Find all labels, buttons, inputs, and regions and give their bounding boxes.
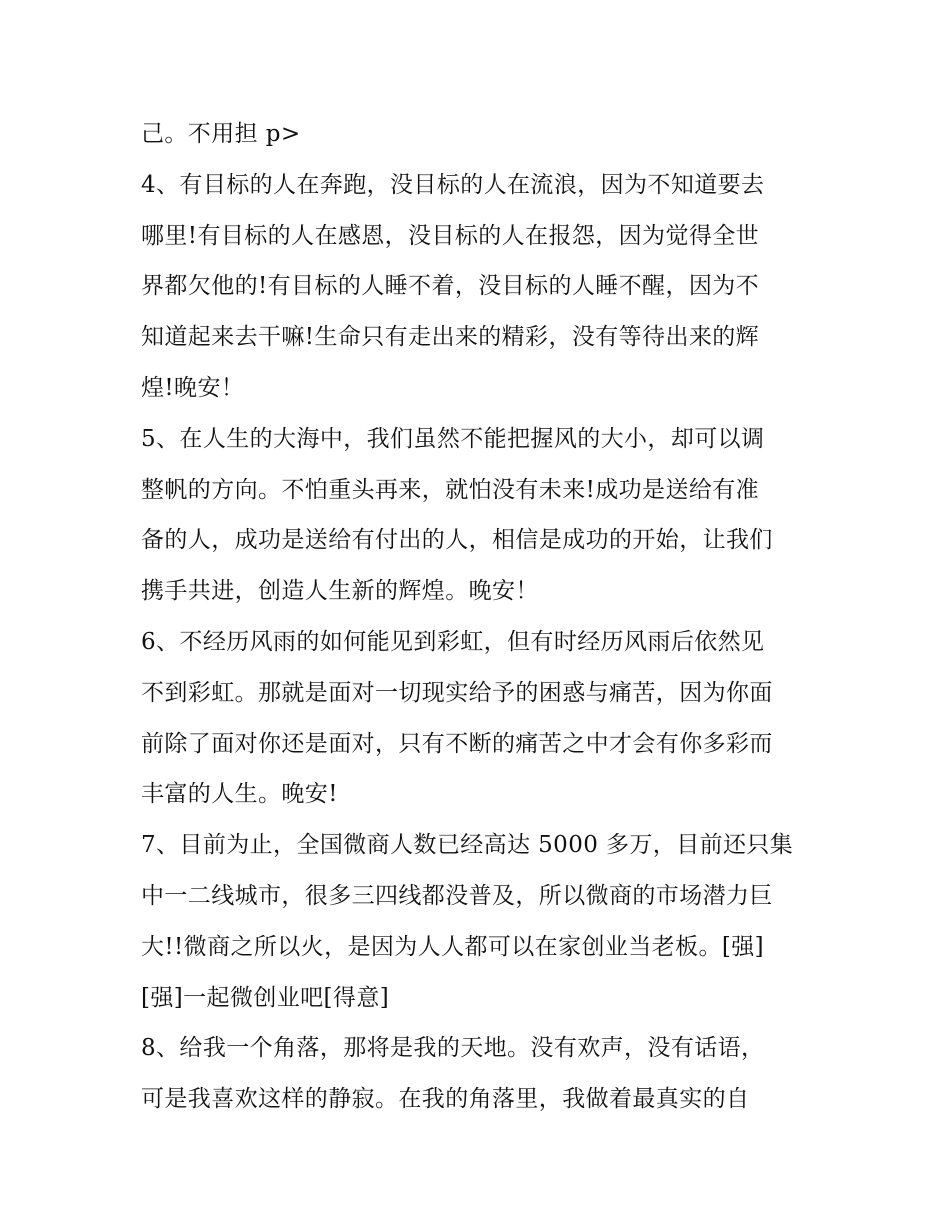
text-line: 7、目前为止，全国微商人数已经高达 5000 多万，目前还只集 <box>141 832 794 859</box>
text-line: 备的人，成功是送给有付出的人，相信是成功的开始，让我们 <box>141 527 773 554</box>
text-line: 哪里!有目标的人在感恩，没目标的人在报怨，因为觉得全世 <box>141 222 760 249</box>
text-line: 知道起来去干嘛!生命只有走出来的精彩，没有等待出来的辉 <box>141 324 760 351</box>
text-line: 丰富的人生。晚安! <box>141 781 338 808</box>
text-line: 6、不经历风雨的如何能见到彩虹，但有时经历风雨后依然见 <box>141 628 765 655</box>
text-line: 不到彩虹。那就是面对一切现实给予的困惑与痛苦，因为你面 <box>141 679 773 706</box>
document-body <box>141 109 813 1125</box>
text-line: 己。不用担 p> <box>141 121 301 147</box>
text-line: 5、在人生的大海中，我们虽然不能把握风的大小，却可以调 <box>141 425 765 452</box>
text-line: 煌!晚安！ <box>141 374 245 401</box>
text-line: 中一二线城市，很多三四线都没普及，所以微商的市场潜力巨 <box>141 882 773 909</box>
text-line: 大!!微商之所以火，是因为人人都可以在家创业当老板。[强] <box>141 933 765 960</box>
text-line: 可是我喜欢这样的静寂。在我的角落里，我做着最真实的自 <box>141 1086 750 1113</box>
text-line: 界都欠他的!有目标的人睡不着，没目标的人睡不醒，因为不 <box>141 273 760 300</box>
text-line: [强]一起微创业吧[得意] <box>141 984 390 1011</box>
text-line: 4、有目标的人在奔跑，没目标的人在流浪，因为不知道要去 <box>141 171 765 198</box>
text-line: 8、给我一个角落，那将是我的天地。没有欢声，没有话语， <box>141 1035 765 1062</box>
text-line: 携手共进，创造人生新的辉煌。晚安！ <box>141 578 539 605</box>
text-line: 整帆的方向。不怕重头再来，就怕没有未来!成功是送给有准 <box>141 476 760 503</box>
text-line: 前除了面对你还是面对，只有不断的痛苦之中才会有你多彩而 <box>141 730 773 757</box>
